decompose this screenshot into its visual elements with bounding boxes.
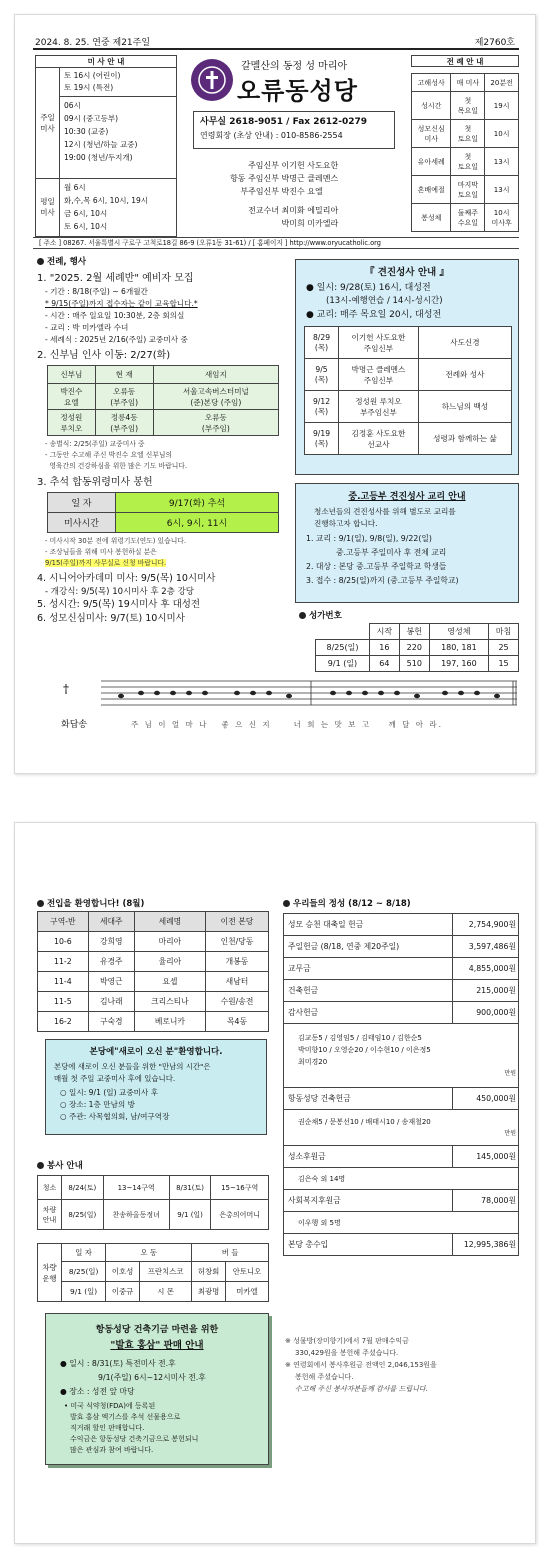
offerings-table: 성모 승천 대축일 헌금 2,754,900원 주일헌금 (8/18, 연중 제20주일) 3,597,486원 교무금 4,855,000원 건축헌금 215,000원 감사헌금 900,000원 김교동5 / 김영임5 / 김태임10 / 김한순5 박미향10 / 오영순20 / 이수현10 / 이은정5 최미경20 만원 항동성당 건축헌금 450,000원 권순채5 / 문봉선10 / 배태시10 / 송재철20 만원 성소후원금 145,000원 김은숙 외 14명 사회복지후원금 78,000원 이우행 외 5명 본당 총수입 12,995,386원	[283, 913, 519, 1256]
office-phone: 사무실 2618-9051 / Fax 2612-0279	[200, 117, 368, 127]
baptism-details: - 기간 : 8/18(주일) ~ 6개월간 * 9/15(주일)까지 접수자는 같이 교육합니다.* - 시간 : 매주 일요일 10:30분, 2층 회의실 - 교리 : 박 미카엘라 수녀 - 세례식 : 2025년 2/16(주일) 교중미사 중	[45, 287, 198, 344]
weekday-times: 월 6시 화,수,목 6시, 10시, 19시 금 6시, 10시 토 6시, 10시	[64, 183, 149, 231]
sunday-mass-label: 주일 미사	[36, 68, 60, 178]
sunday-times: 06시 09시 (중고등부) 10:30 (교중) 12시 (청년/하늘 교중) 19:00 (청년/두지개)	[64, 101, 138, 162]
newcomer-box: 본당에"새로이 오신 분"환영합니다. 본당에 새로이 오신 분들을 위한 "만남의 시간"은 매월 첫 주일 교중미사 후에 있습니다. ○ 일시: 9/1 (일) 교중미사 후 ○ 장소: 1층 만남의 방 ○ 주관: 사목협의회, 남/여구역장	[45, 1039, 267, 1135]
confirmation-schedule-table: 8/29 (목) 이기헌 사도요한 주임신부 사도신경 9/5 (목) 박명근 클레멘스 주임신부 전례와 성사 9/12 (목) 정성원 루치오 부주임신부 하느님의 백성 9/19 (목) 김정훈 사도요한 선교사 성령과 함께하는 삶	[304, 326, 512, 455]
offerings-notes: ※ 성물방(장미향기)에서 7월 판매수익금 330,429원을 봉헌해 주셨습니다. ※ 연령회에서 봉사후원금 전액인 2,046,153원을 봉헌해 주셨습니다. 수고해 주신 봉사자분들께 감사를 드립니다.	[285, 1337, 437, 1393]
parish-motto: 갈멜산의 동정 성 마리아	[241, 61, 348, 72]
header-rule	[33, 48, 519, 50]
liturgy-notices: 전례, 행사 1. "2025. 2월 세례반" 예비자 모집 - 기간 : 8/18(주일) ~ 6개월간 * 9/15(주일)까지 접수자는 같이 교육합니다.* - 시간 : 매주 일요일 10:30분, 2층 회의실 - 교리 : 박 미카엘라 수녀 - 세례식 : 2025년 2/16(주일) 교중미사 중 2. 신부님 인사 이동: 2/27(화) 신부님 현 재 새임지 박진수 요엘 오류동 (부주임) 서울고속버스터미널 (준)본당 (주임) 정성원 루치오 정릉4동 (부주임) 오류동 (부주임) - 송별식: 2/25(주일) 교중미사 중 - 그동안 수고해 주신 박진수 요엘 신부님의 영육간의 건강하심을 위한 많은 기도 바랍니다. 3. 추석 합동위령미사 봉헌 일 자 9/17(화) 추석 미사시간 6시, 9시, 11시 - 미사시작 30분 전에 위령기도(연도) 있습니다. - 조상님들을 위해 미사 봉헌하실 분은 9/15(주일)까지 사무실로 신청 바랍니다. 4. 시니어아카데미 미사: 9/5(목) 10시미사 - 개강식: 9/5(목) 10시미사 후 2층 강당 5. 성시간: 9/5(목) 19시미사 후 대성전 6. 성모신심미사: 9/7(토) 10시미사	[37, 255, 285, 626]
issue-date: 2024. 8. 25. 연중 제21주일	[35, 38, 151, 48]
liturgy-guide-table: 고해성사 매 미사 20분전 성시간 첫 목요일 19시 성모신심 미사 첫 토요일 10시 유아세례 첫 토요일 13시 혼배예절 마지막 토요일 13시 봉성체 둘째주 수요일 10시 미사후	[411, 73, 519, 232]
hymn-title: 성가번호	[299, 609, 342, 621]
mass-schedule-title: 미 사 안 내	[36, 56, 176, 68]
notices-title: 전례, 행사	[37, 255, 285, 269]
address-bar: [ 주소 ] 08267. 서울특별시 구로구 고척로18길 86-9 (오류1동 31-61) / [ 홈페이지 ] http://www.oryucatholic.org	[33, 237, 519, 249]
sunday-sat-times: 토 16시 (어린이) 토 19시 (특전)	[64, 71, 121, 92]
parish-name: 오류동성당	[237, 77, 358, 105]
service-table: 청소 8/24(토) 13~14구역 8/31(토) 15~16구역 차량 안내 8/25(일) 찬송하올동정녀 9/1 (일) 은총의어머니	[37, 1175, 269, 1230]
confirmation-box: 『 견진성사 안내 』 ● 일시: 9/28(토) 16시, 대성전 (13시-예행연습 / 14시-성시간) ● 교리: 매주 목요일 20시, 대성전 8/29 (목) 이기헌 사도요한 주임신부 사도신경 9/5 (목) 박명근 클레멘스 주임신부 전례와 성사 9/12 (목) 정성원 루치오 부주임신부 하느님의 백성 9/19 (목) 김정훈 사도요한 선교사 성령과 함께하는 삶	[295, 259, 519, 475]
offerings-title: 우리들의 정성 (8/12 ~ 8/18)	[283, 897, 411, 909]
bulletin-page-1	[14, 14, 536, 774]
chuseok-table: 일 자 9/17(화) 추석 미사시간 6시, 9시, 11시	[47, 492, 279, 533]
clergy-list: 주임신부 이기헌 사도요한 항동 주임신부 박명근 클레멘스 부주임신부 박진수 요엘 전교수녀 최미화 에밀리아 박미희 미카엘라	[230, 161, 339, 228]
funeral-contact: 연령회장 (초상 안내) : 010-8586-2554	[200, 131, 343, 140]
parish-contact-box	[193, 111, 395, 149]
svg-text:†: †	[63, 682, 69, 696]
psalm-label: 화답송	[61, 720, 88, 730]
weekday-mass-label: 평일 미사	[36, 178, 60, 236]
service-title: 봉사 안내	[37, 1159, 83, 1171]
driving-table: 차량 운행 일 자 오 동 버 들 8/25(일) 이호성 프란치스코 허창회 안토니오 9/1 (일) 이중규 시 몬 최광명 미카엘	[37, 1243, 269, 1302]
youth-confirmation-box: 중.고등부 견진성사 교리 안내 청소년들의 견진성사를 위해 별도로 교리를 진행하고자 합니다. 1. 교리 : 9/1(일), 9/8(일), 9/22(일) 중.고등부 주일미사 후 전체 교리 2. 대상 : 본당 중.고등부 주일학교 학생들 3. 접수 : 8/25(일)까지 (중.고등부 주일학교)	[295, 483, 519, 603]
bulletin-page-2	[14, 822, 536, 1544]
hymn-table: 시작 봉헌 영성체 마침 8/25(일) 16 220 180, 181 25 9/1 (일) 64 510 197, 160 15	[315, 623, 519, 672]
mass-schedule	[35, 55, 177, 237]
parish-logo-icon	[191, 59, 233, 101]
red-ginseng-box: 항동성당 건축기금 마련을 위한 "발효 홍삼" 판매 안내 ● 일시 : 8/31(토) 특전미사 전.후 9/1(주일) 6시~12시미사 전.후 ● 장소 : 성전 앞 마당 • 미국 식약청(FDA)에 등록된 발효 홍삼 엑기스를 추석 선물용으로 직거래 할인 판매합니다. 수익금은 항동성당 건축기금으로 봉헌되니 많은 관심과 참여 바랍니다.	[45, 1313, 269, 1465]
psalm-lyrics: 주 님 이 얼 마 나 좋 으 신 지 너 희 는 맛 보 고 깨 달 아 라.	[131, 720, 444, 729]
liturgy-guide-title: 전 례 안 내	[411, 55, 519, 67]
priest-transfer-table: 신부님 현 재 새임지 박진수 요엘 오류동 (부주임) 서울고속버스터미널 (준)본당 (주임) 정성원 루치오 정릉4동 (부주임) 오류동 (부주임)	[47, 365, 279, 436]
psalm-music-staff	[61, 675, 517, 735]
issue-number: 제2760호	[474, 38, 515, 48]
welcome-table: 구역-반 세대주 세례명 이전 본당 10-6 강희영 마리아 인천/당동 11-2 유경주 율리아 개봉동 11-4 박영근 요셉 새남터 11-5 김나래 크리스티나 수원/송전 16-2 구숙경 베로니카 목4동	[37, 911, 269, 1032]
welcome-title: 전입을 환영합니다! (8월)	[37, 897, 144, 909]
